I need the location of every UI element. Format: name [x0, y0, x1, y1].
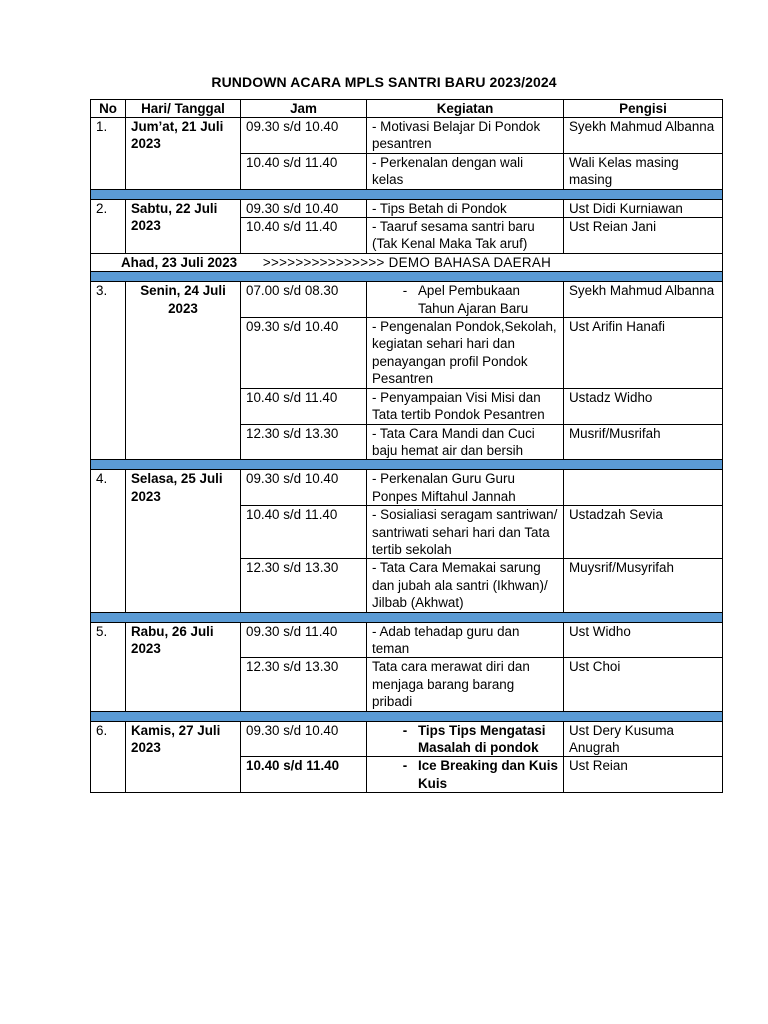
- rundown-table: [90, 99, 723, 793]
- table-row: [91, 199, 723, 217]
- row-jam: 09.30 s/d 10.40: [241, 318, 367, 389]
- kegiatan-text: Tips Tips Mengatasi Masalah di pondok: [418, 722, 546, 755]
- row-kegiatan: - Penyampaian Visi Misi dan Tata tertib Pondok Pesantren: [367, 388, 564, 424]
- row-kegiatan: - Pengenalan Pondok,Sekolah, kegiatan sehari hari dan penayangan profil Pondok Pesantren: [367, 318, 564, 389]
- header-day: Hari/ Tanggal: [126, 100, 241, 118]
- row-pengisi: Muysrif/Musyrifah: [564, 559, 723, 612]
- row-jam: 12.30 s/d 13.30: [241, 424, 367, 460]
- separator-bar: [91, 460, 723, 470]
- row-pengisi: Ust Dery Kusuma Anugrah: [564, 721, 723, 757]
- separator-row: [91, 460, 723, 470]
- separator-row: [91, 272, 723, 282]
- row-pengisi: Ust Didi Kurniawan: [564, 199, 723, 217]
- row-kegiatan: - Tips Betah di Pondok: [367, 199, 564, 217]
- row-number: 2.: [91, 199, 126, 253]
- row-day: Rabu, 26 Juli 2023: [126, 622, 241, 711]
- table-row: [91, 118, 723, 154]
- row-kegiatan: [367, 282, 564, 318]
- table-row: [91, 721, 723, 757]
- row-jam: 12.30 s/d 13.30: [241, 658, 367, 711]
- row-kegiatan: - Sosialiasi seragam santriwan/ santriwati sehari hari dan Tata tertib sekolah: [367, 506, 564, 559]
- sunday-day: Ahad, 23 Juli 2023: [121, 254, 238, 270]
- row-kegiatan: Tata cara merawat diri dan menjaga barang barang pribadi: [367, 658, 564, 711]
- row-day: Senin, 24 Juli 2023: [126, 282, 241, 460]
- kegiatan-text: Apel Pembukaan Tahun Ajaran Baru: [418, 283, 529, 316]
- row-day: Jum’at, 21 Juli 2023: [126, 118, 241, 190]
- table-row: [91, 470, 723, 506]
- row-jam: 10.40 s/d 11.40: [241, 153, 367, 189]
- document-title: RUNDOWN ACARA MPLS SANTRI BARU 2023/2024: [211, 74, 557, 90]
- separator-row: [91, 189, 723, 199]
- header-no: No: [91, 100, 126, 118]
- row-pengisi: Ust Widho: [564, 622, 723, 658]
- header-pengisi: Pengisi: [564, 100, 723, 118]
- row-pengisi: Ustadzah Sevia: [564, 506, 723, 559]
- row-kegiatan: - Adab tehadap guru dan teman: [367, 622, 564, 658]
- separator-bar: [91, 612, 723, 622]
- row-kegiatan: - Perkenalan dengan wali kelas: [367, 153, 564, 189]
- row-pengisi: Wali Kelas masing masing: [564, 153, 723, 189]
- row-jam: 10.40 s/d 11.40: [241, 757, 367, 793]
- row-pengisi: Ust Reian: [564, 757, 723, 793]
- row-jam: 09.30 s/d 10.40: [241, 721, 367, 757]
- header-jam: Jam: [241, 100, 367, 118]
- row-number: 6.: [91, 721, 126, 793]
- bullet-mark: -: [402, 758, 408, 774]
- sunday-row: [91, 253, 723, 271]
- row-number: 1.: [91, 118, 126, 190]
- separator-bar: [91, 189, 723, 199]
- row-pengisi: [564, 470, 723, 506]
- row-kegiatan: - Perkenalan Guru Guru Ponpes Miftahul Jannah: [367, 470, 564, 506]
- row-jam: 10.40 s/d 11.40: [241, 506, 367, 559]
- sunday-cell: [91, 253, 723, 271]
- row-jam: 09.30 s/d 10.40: [241, 470, 367, 506]
- row-kegiatan: - Taaruf sesama santri baru (Tak Kenal Maka Tak aruf): [367, 218, 564, 254]
- row-pengisi: Ust Choi: [564, 658, 723, 711]
- bullet-mark: -: [402, 283, 408, 299]
- row-kegiatan: - Tata Cara Mandi dan Cuci baju hemat air dan bersih: [367, 424, 564, 460]
- row-jam: 07.00 s/d 08.30: [241, 282, 367, 318]
- kegiatan-text: Ice Breaking dan Kuis Kuis: [418, 758, 558, 791]
- row-jam: 10.40 s/d 11.40: [241, 218, 367, 254]
- separator-bar: [91, 711, 723, 721]
- row-jam: 09.30 s/d 10.40: [241, 199, 367, 217]
- row-kegiatan: - Motivasi Belajar Di Pondok pesantren: [367, 118, 564, 154]
- row-jam: 12.30 s/d 13.30: [241, 559, 367, 612]
- separator-row: [91, 711, 723, 721]
- row-number: 3.: [91, 282, 126, 460]
- row-number: 5.: [91, 622, 126, 711]
- row-day: Sabtu, 22 Juli 2023: [126, 199, 241, 253]
- row-kegiatan: - Tata Cara Memakai sarung dan jubah ala santri (Ikhwan)/ Jilbab (Akhwat): [367, 559, 564, 612]
- row-jam: 09.30 s/d 11.40: [241, 622, 367, 658]
- separator-row: [91, 612, 723, 622]
- row-pengisi: Ust Reian Jani: [564, 218, 723, 254]
- row-pengisi: Syekh Mahmud Albanna: [564, 282, 723, 318]
- row-kegiatan: [367, 757, 564, 793]
- bullet-mark: -: [402, 722, 408, 738]
- row-kegiatan: [367, 721, 564, 757]
- row-day: Kamis, 27 Juli 2023: [126, 721, 241, 793]
- row-jam: 09.30 s/d 10.40: [241, 118, 367, 154]
- row-day: Selasa, 25 Juli 2023: [126, 470, 241, 612]
- row-pengisi: Syekh Mahmud Albanna: [564, 118, 723, 154]
- row-jam: 10.40 s/d 11.40: [241, 388, 367, 424]
- header-kegiatan: Kegiatan: [367, 100, 564, 118]
- row-pengisi: Ust Arifin Hanafi: [564, 318, 723, 389]
- row-number: 4.: [91, 470, 126, 612]
- table-row: [91, 622, 723, 658]
- row-pengisi: Musrif/Musrifah: [564, 424, 723, 460]
- sunday-note: >>>>>>>>>>>>>>> DEMO BAHASA DAERAH: [262, 254, 552, 270]
- row-pengisi: Ustadz Widho: [564, 388, 723, 424]
- table-row: [91, 282, 723, 318]
- table-header-row: [91, 100, 723, 118]
- separator-bar: [91, 272, 723, 282]
